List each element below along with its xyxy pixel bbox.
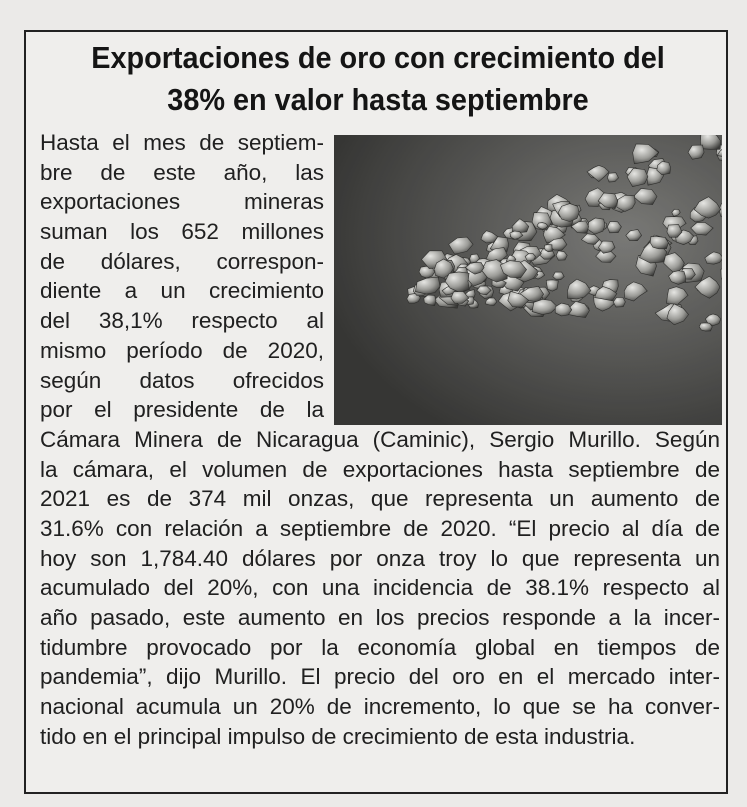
article-box (24, 30, 728, 794)
headline-line-2: 38% en valor hasta septiembre (167, 82, 589, 117)
body-line: exportaciones mineras (40, 189, 324, 215)
body-line: 2021 es de 374 mil onzas, que representa un aumento de (40, 486, 720, 512)
body-line: mismo período de 2020, (40, 337, 324, 363)
body-line: por el presidente de la (40, 397, 324, 423)
body-line: Hasta el mes de septiem- (40, 130, 324, 155)
body-line: bre de este año, las (40, 159, 324, 185)
headline-line-1: Exportaciones de oro con crecimiento del (91, 40, 665, 75)
article-headline (79, 37, 678, 121)
body-line: según datos ofrecidos (40, 367, 324, 393)
body-line: Cámara Minera de Nicaragua (Caminic), Sergio Murillo. Según (40, 426, 720, 452)
body-line: nacional acumula un 20% de incremento, lo que se ha conver- (40, 694, 720, 720)
article-body (40, 128, 720, 751)
body-line: pandemia”, dijo Murillo. El precio del oro en el mercado inter- (40, 664, 720, 690)
body-line: hoy son 1,784.40 dólares por onza troy lo que representa un (40, 545, 720, 571)
body-line: del 38,1% respecto al (40, 308, 324, 334)
body-line: tido en el principal impulso de crecimiento de esta industria. (40, 723, 636, 749)
body-line: diente a un crecimiento (40, 278, 324, 304)
body-line: año pasado, este aumento en los precios responde a la incer- (40, 605, 720, 630)
body-line: suman los 652 millones (40, 219, 324, 245)
body-line: de dólares, correspon- (40, 248, 324, 274)
body-line: 31.6% con relación a septiembre de 2020. “El precio al día de (40, 515, 720, 541)
body-line: la cámara, el volumen de exportaciones hasta septiembre de (40, 456, 720, 482)
body-line: acumulado del 20%, con una incidencia de 38.1% respecto al (40, 575, 720, 601)
body-line: tidumbre provocado por la economía global en tiempos de (40, 634, 720, 660)
